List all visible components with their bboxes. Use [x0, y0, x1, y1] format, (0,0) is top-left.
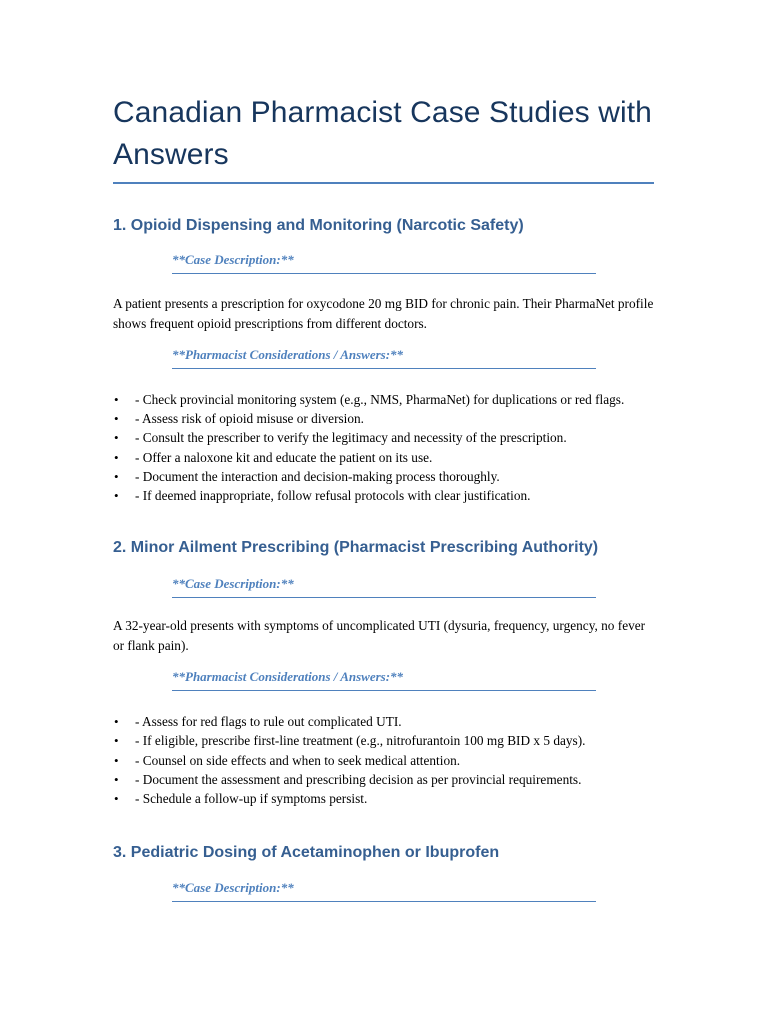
list-item-text: - Assess risk of opioid misuse or diversion.	[135, 411, 364, 427]
list-item-text: - If eligible, prescribe first-line treatment (e.g., nitrofurantoin 100 mg BID x 5 days).	[135, 733, 586, 749]
list-item	[113, 467, 654, 486]
section-3-case-label: **Case Description:**	[172, 879, 596, 902]
list-item-text: - Document the assessment and prescribing decision as per provincial requirements.	[135, 771, 582, 787]
section-2-heading: 2. Minor Ailment Prescribing (Pharmacist Prescribing Authority)	[113, 539, 599, 557]
list-item-text: - Assess for red flags to rule out complicated UTI.	[135, 714, 402, 730]
list-item	[113, 390, 654, 409]
list-item-text: - Check provincial monitoring system (e.g., NMS, PharmaNet) for duplications or red flags.	[135, 392, 625, 407]
list-item	[113, 789, 654, 808]
section-1-heading: 1. Opioid Dispensing and Monitoring (Narcotic Safety)	[113, 217, 524, 234]
bullet-icon: •	[114, 392, 119, 407]
section-1-bullet-list	[113, 390, 654, 505]
bullet-icon: •	[114, 771, 119, 787]
section-1-case-label: **Case Description:**	[172, 251, 596, 274]
bullet-icon: •	[114, 468, 119, 484]
list-item	[113, 448, 654, 467]
list-item	[113, 731, 654, 750]
list-item-text: - Counsel on side effects and when to seek medical attention.	[135, 752, 461, 768]
list-item-text: - Schedule a follow-up if symptoms persist.	[135, 791, 368, 807]
section-2-bullet-list	[113, 712, 654, 808]
section-1-considerations-label: **Pharmacist Considerations / Answers:**	[172, 346, 596, 369]
bullet-icon: •	[114, 430, 119, 446]
list-item	[113, 770, 654, 789]
list-item	[113, 712, 654, 731]
bullet-icon: •	[114, 714, 119, 730]
bullet-icon: •	[114, 752, 119, 768]
section-2-considerations-label: **Pharmacist Considerations / Answers:**	[172, 668, 596, 691]
list-item	[113, 409, 654, 428]
list-item-text: - Consult the prescriber to verify the legitimacy and necessity of the prescription.	[135, 430, 567, 446]
bullet-icon: •	[114, 733, 119, 749]
bullet-icon: •	[114, 488, 119, 504]
list-item-text: - Offer a naloxone kit and educate the patient on its use.	[135, 449, 433, 465]
bullet-icon: •	[114, 449, 119, 465]
section-2-case-text: A 32-year-old presents with symptoms of uncomplicated UTI (dysuria, frequency, urgency, no fever or flank pain).	[113, 618, 646, 654]
document-title: Canadian Pharmacist Case Studies with Answers	[113, 92, 654, 184]
list-item	[113, 751, 654, 770]
list-item	[113, 428, 654, 447]
list-item-text: - Document the interaction and decision-making process thoroughly.	[135, 468, 500, 484]
bullet-icon: •	[114, 411, 119, 427]
section-3-heading: 3. Pediatric Dosing of Acetaminophen or Ibuprofen	[113, 844, 500, 862]
list-item-text: - If deemed inappropriate, follow refusal protocols with clear justification.	[135, 488, 531, 504]
section-2-case-label: **Case Description:**	[172, 575, 596, 598]
section-1-case-text: A patient presents a prescription for oxycodone 20 mg BID for chronic pain. Their PharmaNet profile shows frequent opioid prescriptions from different doctors.	[113, 296, 654, 331]
list-item	[113, 486, 654, 505]
bullet-icon: •	[114, 791, 119, 807]
